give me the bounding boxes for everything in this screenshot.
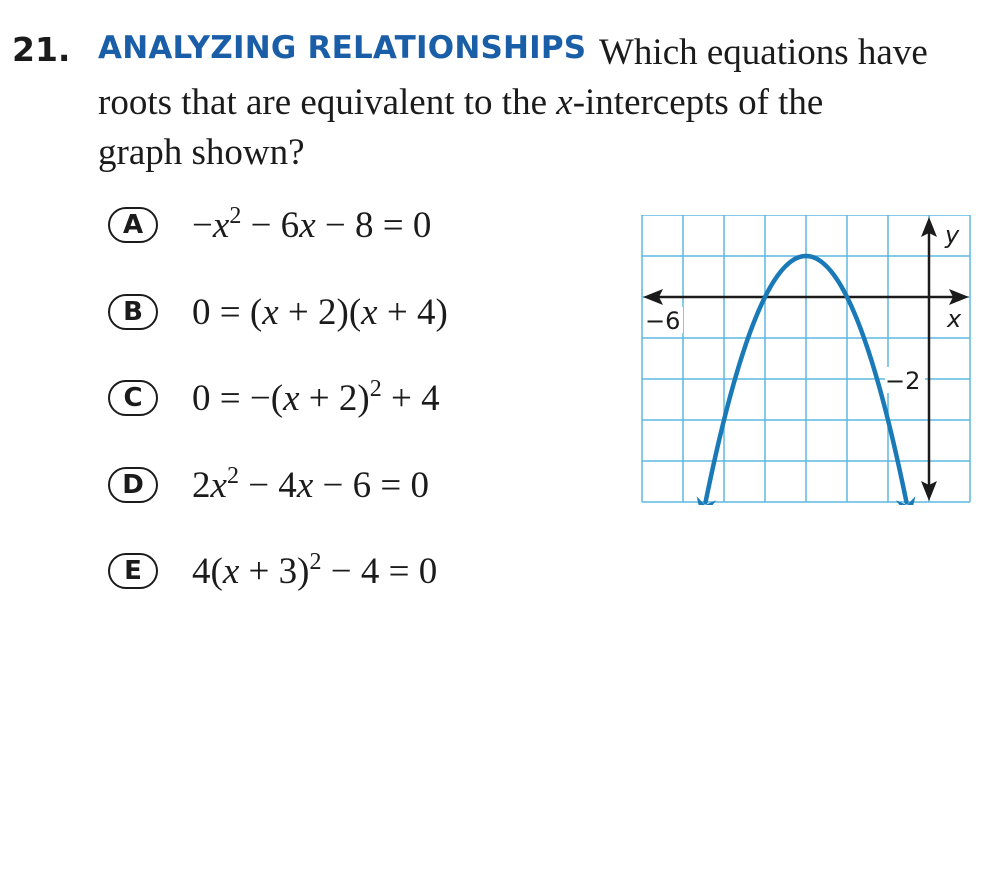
y-tick-label: −2 [885, 367, 921, 395]
choice-b-equation: 0 = (x + 2)(x + 4) [192, 291, 448, 333]
choice-a-equation: $-x^2 - 6x - 8 = 0$ [192, 202, 432, 246]
problem-heading: ANALYZING RELATIONSHIPS [98, 30, 587, 66]
problem-number: 21. [12, 30, 71, 69]
choice-d-letter: D [108, 467, 158, 503]
choice-a[interactable] [108, 202, 432, 246]
prompt-line-3: graph shown? [98, 132, 305, 173]
choice-d-equation: $2x^2 - 4x - 6 = 0$ [192, 462, 429, 506]
choice-c-equation: $0 = -(x + 2)^2 + 4$ [192, 375, 440, 419]
choice-a-letter: A [108, 207, 158, 243]
y-axis [921, 217, 937, 501]
prompt-line-2 [98, 78, 823, 128]
prompt-line-2-end: -intercepts of the [572, 82, 824, 123]
x-tick-label: −6 [645, 307, 681, 335]
x-axis-label: x [947, 305, 962, 333]
choice-e-letter: E [108, 553, 158, 589]
prompt-line-2-start: roots that are equivalent to the [98, 82, 557, 123]
y-axis-label: y [945, 221, 960, 249]
choice-d[interactable] [108, 462, 429, 506]
choice-c[interactable] [108, 375, 440, 419]
prompt-x-variable: x [556, 82, 573, 123]
choice-c-letter: C [108, 380, 158, 416]
choice-b[interactable] [108, 292, 448, 332]
prompt-line-1: Which equations have [599, 32, 928, 73]
choice-e[interactable] [108, 548, 438, 592]
choice-b-letter: B [108, 294, 158, 330]
parabola-graph [641, 215, 971, 505]
choice-e-equation: $4(x + 3)^2 - 4 = 0$ [192, 548, 438, 592]
